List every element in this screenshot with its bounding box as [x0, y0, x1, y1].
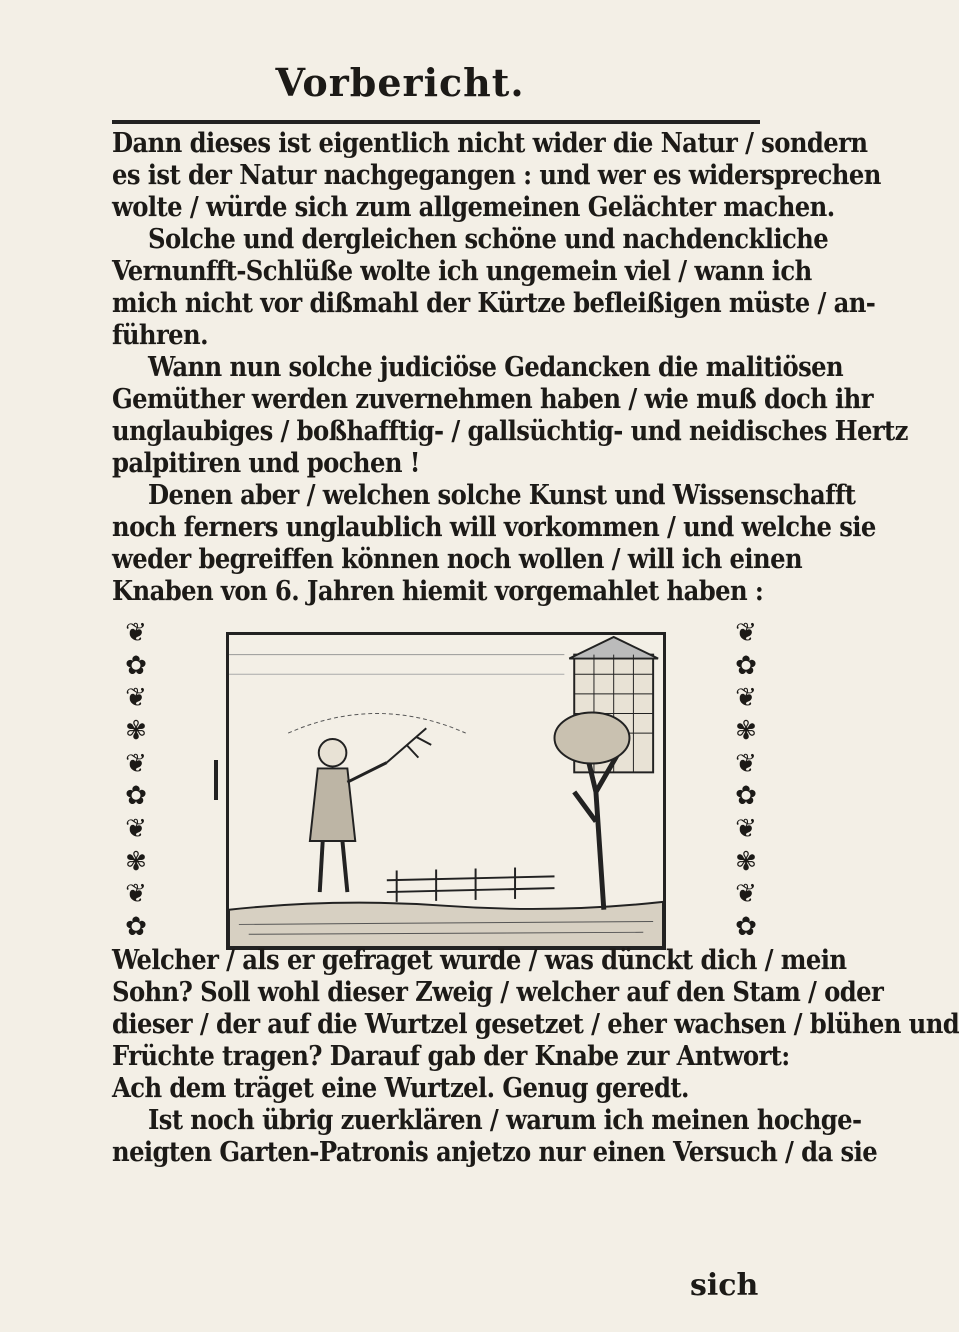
- header-rule: [112, 120, 760, 124]
- woodcut-illustration: [116, 610, 766, 948]
- text-line: Sohn? Soll wohl dieser Zweig / welcher auf den Stam / oder: [112, 977, 884, 1008]
- text-line: Ist noch übrig zuerklären / warum ich meinen hochge-: [148, 1105, 862, 1136]
- text-line: weder begreiffen können noch wollen / will ich einen: [112, 544, 803, 575]
- text-line: palpitiren und pochen !: [112, 448, 420, 479]
- text-line: führen.: [112, 320, 208, 351]
- text-line: noch ferners unglaublich will vorkommen / und welche sie: [112, 512, 876, 543]
- text-line: wolte / würde sich zum allgemeinen Gelächter machen.: [112, 192, 835, 223]
- catchword: sich: [690, 1268, 759, 1303]
- text-line: Vernunfft-Schlüße wolte ich ungemein viel / wann ich: [112, 256, 812, 287]
- text-line: Ach dem träget eine Wurtzel. Genug geredt.: [112, 1073, 689, 1104]
- text-line: Solche und dergleichen schöne und nachdenckliche: [148, 224, 829, 255]
- floral-border-icon: ❦ ✿ ❦ ✾ ❦ ✿ ❦ ✾ ❦ ✿: [125, 618, 147, 942]
- text-line: dieser / der auf die Wurtzel gesetzet / eher wachsen / blühen und: [112, 1009, 959, 1040]
- woodcut-boy-tree-icon: [226, 632, 666, 950]
- text-line: mich nicht vor dißmahl der Kürtze befleißigen müste / an-: [112, 288, 876, 319]
- text-line: Welcher / als er gefraget wurde / was dünckt dich / mein: [112, 945, 847, 976]
- text-line: Denen aber / welchen solche Kunst und Wissenschafft: [148, 480, 856, 511]
- text-line: Knaben von 6. Jahren hiemit vorgemahlet haben :: [112, 576, 764, 607]
- text-line: Wann nun solche judiciöse Gedancken die malitiösen: [148, 352, 844, 383]
- floral-border-icon: ❦ ✿ ❦ ✾ ❦ ✿ ❦ ✾ ❦ ✿: [735, 618, 757, 942]
- text-line: unglaubiges / boßhafftig- / gallsüchtig- und neidisches Hertz: [112, 416, 908, 447]
- text-line: Früchte tragen? Darauf gab der Knabe zur Antwort:: [112, 1041, 790, 1072]
- text-line: neigten Garten-Patronis anjetzo nur einen Versuch / da sie: [112, 1137, 878, 1168]
- bracket-mark: [214, 760, 218, 800]
- text-line: Gemüther werden zuvernehmen haben / wie muß doch ihr: [112, 384, 873, 415]
- paragraph-top: [112, 128, 908, 608]
- text-line: Dann dieses ist eigentlich nicht wider die Natur / sondern: [112, 128, 868, 159]
- text-line: es ist der Natur nachgegangen : und wer es widersprechen: [112, 160, 881, 191]
- page-title: Vorbericht.: [275, 60, 525, 105]
- paragraph-bottom: [112, 945, 959, 1169]
